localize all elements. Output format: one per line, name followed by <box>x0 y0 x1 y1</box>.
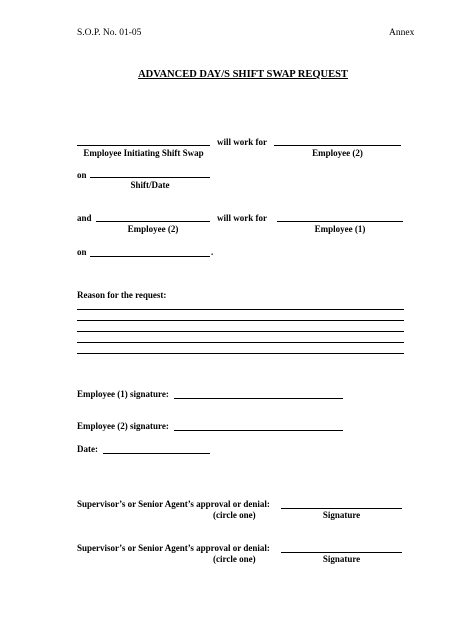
employee-1-field-row3[interactable] <box>277 221 403 222</box>
annex-label: Annex <box>389 28 415 38</box>
employee-1-signature-field[interactable] <box>174 398 343 399</box>
reason-line-2[interactable] <box>77 320 404 321</box>
form-title: ADVANCED DAY/S SHIFT SWAP REQUEST <box>138 69 348 80</box>
shift-date-field[interactable] <box>90 177 210 178</box>
date-label: Date: <box>77 444 98 454</box>
employee-2-caption-row1: Employee (2) <box>312 148 363 158</box>
period-mark: . <box>211 247 214 257</box>
employee-1-caption-row3: Employee (1) <box>314 224 366 234</box>
will-work-for-label-2: will work for <box>217 213 267 223</box>
reason-line-5[interactable] <box>77 353 404 354</box>
will-work-for-label-1: will work for <box>217 137 267 147</box>
approval-label-1: Supervisor’s or Senior Agent’s approval or denial: <box>77 499 270 509</box>
on-label-1: on <box>77 170 87 180</box>
circle-one-caption-2: (circle one) <box>213 554 256 564</box>
signature-caption-1: Signature <box>322 510 361 520</box>
employee-2-field-row3[interactable] <box>96 221 210 222</box>
employee-1-signature-label: Employee (1) signature: <box>77 389 169 399</box>
on-label-2: on <box>77 247 87 257</box>
reason-line-3[interactable] <box>77 331 404 332</box>
approval-label-2: Supervisor’s or Senior Agent’s approval or denial: <box>77 543 270 553</box>
reason-line-1[interactable] <box>77 309 404 310</box>
employee-2-signature-label: Employee (2) signature: <box>77 421 169 431</box>
employee-initiating-caption: Employee Initiating Shift Swap <box>83 148 204 158</box>
shift-date-field-2[interactable] <box>90 256 210 257</box>
circle-one-caption-1: (circle one) <box>213 510 256 520</box>
employee-2-field-row1[interactable] <box>274 145 401 146</box>
sop-number: S.O.P. No. 01-05 <box>77 28 142 38</box>
date-field[interactable] <box>103 453 210 454</box>
shift-date-caption: Shift/Date <box>130 180 170 190</box>
reason-line-4[interactable] <box>77 342 404 343</box>
approval-signature-field-1[interactable] <box>281 508 402 509</box>
approval-signature-field-2[interactable] <box>281 552 402 553</box>
reason-label: Reason for the request: <box>77 290 167 300</box>
and-label: and <box>77 213 92 223</box>
employee-2-signature-field[interactable] <box>174 430 343 431</box>
employee-2-caption-row3: Employee (2) <box>127 224 179 234</box>
signature-caption-2: Signature <box>322 554 361 564</box>
employee-initiating-field[interactable] <box>77 145 210 146</box>
